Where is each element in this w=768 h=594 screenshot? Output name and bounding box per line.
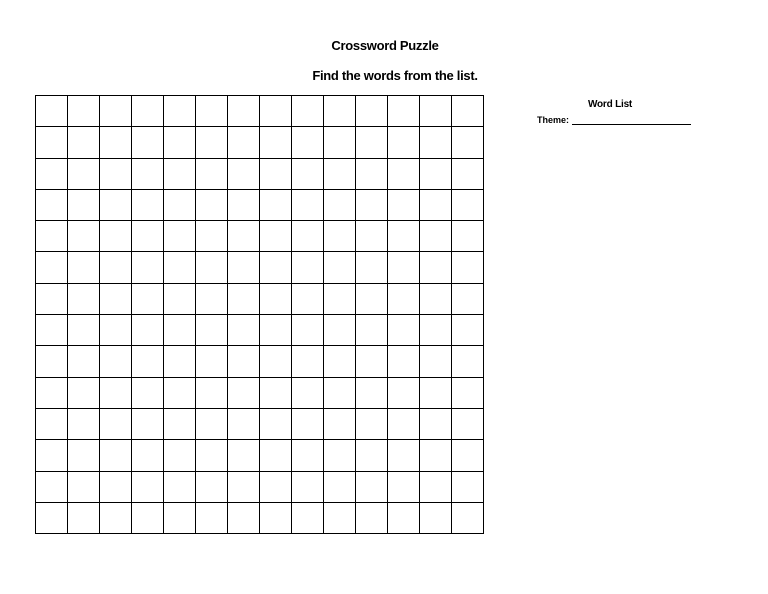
grid-cell[interactable]: [36, 159, 68, 190]
grid-cell[interactable]: [420, 440, 452, 471]
grid-cell[interactable]: [196, 378, 228, 409]
grid-cell[interactable]: [100, 284, 132, 315]
grid-cell[interactable]: [100, 221, 132, 252]
grid-cell[interactable]: [196, 315, 228, 346]
grid-cell[interactable]: [36, 409, 68, 440]
grid-cell[interactable]: [452, 503, 484, 534]
grid-cell[interactable]: [132, 472, 164, 503]
grid-cell[interactable]: [68, 159, 100, 190]
grid-cell[interactable]: [260, 440, 292, 471]
grid-cell[interactable]: [132, 440, 164, 471]
grid-cell[interactable]: [228, 503, 260, 534]
crossword-grid: [35, 95, 484, 534]
grid-cell[interactable]: [388, 190, 420, 221]
grid-cell[interactable]: [260, 284, 292, 315]
grid-cell[interactable]: [388, 472, 420, 503]
grid-cell[interactable]: [356, 96, 388, 127]
grid-cell[interactable]: [388, 440, 420, 471]
grid-cell[interactable]: [132, 409, 164, 440]
grid-cell[interactable]: [452, 252, 484, 283]
grid-cell[interactable]: [324, 346, 356, 377]
grid-cell[interactable]: [132, 252, 164, 283]
grid-cell[interactable]: [36, 440, 68, 471]
grid-cell[interactable]: [36, 315, 68, 346]
grid-cell[interactable]: [452, 127, 484, 158]
grid-cell[interactable]: [228, 284, 260, 315]
grid-cell[interactable]: [36, 127, 68, 158]
grid-cell[interactable]: [100, 378, 132, 409]
grid-cell[interactable]: [292, 252, 324, 283]
grid-cell[interactable]: [356, 252, 388, 283]
grid-cell[interactable]: [452, 190, 484, 221]
grid-cell[interactable]: [164, 378, 196, 409]
grid-cell[interactable]: [36, 190, 68, 221]
grid-cell[interactable]: [292, 284, 324, 315]
grid-cell[interactable]: [164, 472, 196, 503]
grid-cell[interactable]: [388, 346, 420, 377]
grid-cell[interactable]: [260, 127, 292, 158]
grid-cell[interactable]: [132, 96, 164, 127]
grid-cell[interactable]: [36, 252, 68, 283]
grid-cell[interactable]: [420, 472, 452, 503]
grid-cell[interactable]: [132, 378, 164, 409]
grid-cell[interactable]: [324, 315, 356, 346]
grid-cell[interactable]: [356, 315, 388, 346]
grid-cell[interactable]: [100, 503, 132, 534]
grid-cell[interactable]: [132, 190, 164, 221]
grid-cell[interactable]: [420, 378, 452, 409]
grid-cell[interactable]: [164, 346, 196, 377]
grid-cell[interactable]: [228, 378, 260, 409]
grid-cell[interactable]: [324, 409, 356, 440]
grid-cell[interactable]: [196, 346, 228, 377]
grid-cell[interactable]: [260, 472, 292, 503]
grid-cell[interactable]: [36, 472, 68, 503]
grid-cell[interactable]: [68, 315, 100, 346]
grid-cell[interactable]: [100, 159, 132, 190]
grid-cell[interactable]: [260, 346, 292, 377]
grid-cell[interactable]: [68, 503, 100, 534]
grid-cell[interactable]: [68, 252, 100, 283]
grid-cell[interactable]: [132, 221, 164, 252]
grid-cell[interactable]: [164, 284, 196, 315]
grid-cell[interactable]: [100, 127, 132, 158]
instructions: Find the words from the list.: [312, 68, 478, 83]
grid-cell[interactable]: [388, 284, 420, 315]
grid-cell[interactable]: [452, 221, 484, 252]
grid-cell[interactable]: [420, 252, 452, 283]
grid-cell[interactable]: [164, 96, 196, 127]
grid-cell[interactable]: [260, 96, 292, 127]
grid-cell[interactable]: [228, 315, 260, 346]
grid-cell[interactable]: [260, 409, 292, 440]
grid-cell[interactable]: [68, 409, 100, 440]
grid-cell[interactable]: [100, 472, 132, 503]
grid-cell[interactable]: [324, 284, 356, 315]
grid-cell[interactable]: [260, 190, 292, 221]
grid-cell[interactable]: [164, 252, 196, 283]
grid-cell[interactable]: [420, 127, 452, 158]
grid-cell[interactable]: [420, 159, 452, 190]
grid-cell[interactable]: [452, 315, 484, 346]
grid-cell[interactable]: [228, 409, 260, 440]
grid-cell[interactable]: [292, 96, 324, 127]
grid-cell[interactable]: [68, 378, 100, 409]
grid-cell[interactable]: [324, 96, 356, 127]
grid-cell[interactable]: [100, 96, 132, 127]
grid-cell[interactable]: [68, 472, 100, 503]
grid-cell[interactable]: [100, 190, 132, 221]
grid-cell[interactable]: [260, 221, 292, 252]
grid-cell[interactable]: [324, 378, 356, 409]
grid-cell[interactable]: [228, 96, 260, 127]
grid-cell[interactable]: [260, 159, 292, 190]
grid-cell[interactable]: [356, 159, 388, 190]
page-title: Crossword Puzzle: [331, 38, 439, 53]
grid-cell[interactable]: [164, 409, 196, 440]
grid-cell[interactable]: [164, 221, 196, 252]
grid-cell[interactable]: [452, 346, 484, 377]
grid-cell[interactable]: [132, 503, 164, 534]
grid-cell[interactable]: [228, 221, 260, 252]
grid-cell[interactable]: [420, 221, 452, 252]
grid-cell[interactable]: [388, 409, 420, 440]
grid-cell[interactable]: [100, 252, 132, 283]
grid-cell[interactable]: [452, 284, 484, 315]
grid-cell[interactable]: [68, 221, 100, 252]
grid-cell[interactable]: [132, 127, 164, 158]
grid-cell[interactable]: [196, 96, 228, 127]
grid-cell[interactable]: [164, 440, 196, 471]
grid-cell[interactable]: [420, 284, 452, 315]
grid-cell[interactable]: [420, 503, 452, 534]
grid-cell[interactable]: [164, 190, 196, 221]
grid-cell[interactable]: [420, 346, 452, 377]
grid-cell[interactable]: [292, 378, 324, 409]
grid-cell[interactable]: [356, 503, 388, 534]
grid-cell[interactable]: [388, 378, 420, 409]
grid-cell[interactable]: [36, 503, 68, 534]
grid-cell[interactable]: [292, 503, 324, 534]
grid-cell[interactable]: [292, 346, 324, 377]
theme-row: [537, 115, 691, 125]
grid-cell[interactable]: [292, 472, 324, 503]
grid-cell[interactable]: [100, 346, 132, 377]
grid-cell[interactable]: [324, 221, 356, 252]
grid-cell[interactable]: [36, 284, 68, 315]
grid-cell[interactable]: [292, 159, 324, 190]
grid-cell[interactable]: [68, 284, 100, 315]
grid-cell[interactable]: [164, 503, 196, 534]
grid-cell[interactable]: [324, 440, 356, 471]
grid-cell[interactable]: [36, 378, 68, 409]
grid-cell[interactable]: [196, 159, 228, 190]
grid-cell[interactable]: [196, 472, 228, 503]
grid-cell[interactable]: [196, 409, 228, 440]
grid-cell[interactable]: [196, 127, 228, 158]
grid-cell[interactable]: [68, 346, 100, 377]
grid-cell[interactable]: [292, 409, 324, 440]
theme-blank-line[interactable]: [572, 116, 691, 125]
grid-cell[interactable]: [388, 503, 420, 534]
grid-cell[interactable]: [324, 190, 356, 221]
grid-cell[interactable]: [292, 127, 324, 158]
grid-cell[interactable]: [196, 190, 228, 221]
grid-cell[interactable]: [132, 284, 164, 315]
grid-cell[interactable]: [356, 440, 388, 471]
grid-cell[interactable]: [164, 315, 196, 346]
grid-cell[interactable]: [36, 221, 68, 252]
grid-cell[interactable]: [260, 503, 292, 534]
grid-cell[interactable]: [388, 159, 420, 190]
grid-cell[interactable]: [292, 440, 324, 471]
theme-label: Theme:: [537, 115, 570, 125]
grid-cell[interactable]: [68, 190, 100, 221]
grid-cell[interactable]: [164, 159, 196, 190]
grid-cell[interactable]: [164, 127, 196, 158]
grid-cell[interactable]: [452, 159, 484, 190]
grid-cell[interactable]: [452, 378, 484, 409]
grid-cell[interactable]: [356, 127, 388, 158]
grid-cell[interactable]: [388, 127, 420, 158]
grid-cell[interactable]: [196, 503, 228, 534]
grid-cell[interactable]: [196, 284, 228, 315]
grid-cell[interactable]: [324, 127, 356, 158]
grid-cell[interactable]: [292, 190, 324, 221]
grid-cell[interactable]: [228, 346, 260, 377]
grid-cell[interactable]: [452, 409, 484, 440]
grid-cell[interactable]: [260, 315, 292, 346]
grid-cell[interactable]: [228, 252, 260, 283]
grid-cell[interactable]: [356, 378, 388, 409]
grid-cell[interactable]: [228, 190, 260, 221]
grid-cell[interactable]: [100, 409, 132, 440]
grid-cell[interactable]: [100, 440, 132, 471]
grid-cell[interactable]: [420, 190, 452, 221]
grid-cell[interactable]: [356, 472, 388, 503]
grid-cell[interactable]: [132, 159, 164, 190]
grid-cell[interactable]: [356, 409, 388, 440]
grid-cell[interactable]: [452, 440, 484, 471]
grid-cell[interactable]: [420, 315, 452, 346]
word-list-heading: Word List: [587, 99, 633, 110]
grid-cell[interactable]: [292, 221, 324, 252]
grid-cell[interactable]: [452, 96, 484, 127]
grid-cell[interactable]: [292, 315, 324, 346]
grid-cell[interactable]: [68, 440, 100, 471]
grid-cell[interactable]: [388, 221, 420, 252]
grid-cell[interactable]: [196, 221, 228, 252]
grid-cell[interactable]: [356, 284, 388, 315]
grid-cell[interactable]: [68, 127, 100, 158]
grid-cell[interactable]: [356, 190, 388, 221]
grid-cell[interactable]: [196, 252, 228, 283]
grid-cell[interactable]: [324, 472, 356, 503]
grid-cell[interactable]: [388, 315, 420, 346]
grid-cell[interactable]: [388, 252, 420, 283]
grid-cell[interactable]: [452, 472, 484, 503]
grid-cell[interactable]: [228, 472, 260, 503]
grid-cell[interactable]: [228, 440, 260, 471]
grid-cell[interactable]: [228, 159, 260, 190]
grid-cell[interactable]: [132, 315, 164, 346]
grid-cell[interactable]: [420, 96, 452, 127]
grid-cell[interactable]: [132, 346, 164, 377]
grid-cell[interactable]: [100, 315, 132, 346]
grid-cell[interactable]: [196, 440, 228, 471]
grid-cell[interactable]: [324, 159, 356, 190]
grid-cell[interactable]: [68, 96, 100, 127]
grid-cell[interactable]: [356, 221, 388, 252]
grid-cell[interactable]: [260, 252, 292, 283]
grid-cell[interactable]: [260, 378, 292, 409]
grid-cell[interactable]: [36, 96, 68, 127]
grid-cell[interactable]: [324, 252, 356, 283]
grid-cell[interactable]: [324, 503, 356, 534]
grid-cell[interactable]: [420, 409, 452, 440]
grid-cell[interactable]: [228, 127, 260, 158]
grid-cell[interactable]: [388, 96, 420, 127]
grid-cell[interactable]: [356, 346, 388, 377]
grid-cell[interactable]: [36, 346, 68, 377]
